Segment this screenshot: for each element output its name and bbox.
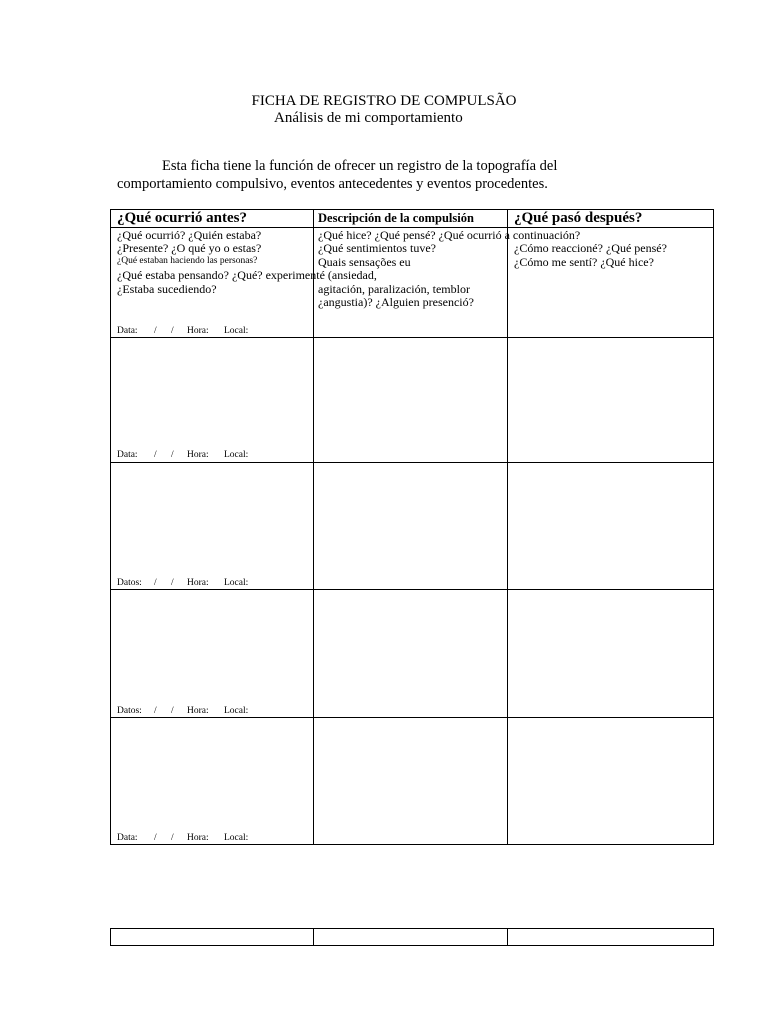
prompt-before-4: ¿Qué estaba pensando? ¿Qué? experimenté (ansiedad,	[117, 268, 377, 282]
prompt-before-3: ¿Qué estaban haciendo las personas?	[117, 256, 258, 266]
header-after: ¿Qué pasó después?	[514, 210, 643, 226]
row-divider	[111, 717, 713, 718]
date-slash: /	[171, 833, 174, 843]
column-divider	[507, 929, 508, 945]
page-title: FICHA DE REGISTRO DE COMPULSÃO	[251, 93, 517, 109]
prompt-description-1: ¿Qué hice? ¿Qué pensé? ¿Qué ocurrió a continuación?	[318, 228, 581, 242]
prompt-description-3: Quais sensações eu	[318, 255, 411, 269]
row-meta	[117, 833, 248, 843]
row-meta	[117, 450, 248, 460]
date-label: Datos:	[117, 706, 142, 716]
date-slash: /	[171, 326, 174, 336]
row-divider	[111, 589, 713, 590]
prompt-description-2: ¿Qué sentimientos tuve?	[318, 241, 436, 255]
date-label: Data:	[117, 833, 138, 843]
row-divider	[111, 337, 713, 338]
prompt-before-5: ¿Estaba sucediendo?	[117, 282, 217, 296]
prompt-after-2: ¿Cómo reaccioné? ¿Qué pensé?	[514, 241, 667, 255]
date-label: Data:	[117, 326, 138, 336]
date-label: Data:	[117, 450, 138, 460]
column-divider	[507, 210, 508, 844]
date-slash: /	[154, 833, 157, 843]
row-meta	[117, 326, 248, 336]
date-slash: /	[154, 450, 157, 460]
date-slash: /	[171, 578, 174, 588]
prompt-description-6: ¿angustia)? ¿Alguien presenció?	[318, 295, 474, 309]
hour-label: Hora:	[187, 833, 209, 843]
date-label: Datos:	[117, 578, 142, 588]
date-slash: /	[154, 326, 157, 336]
place-label: Local:	[224, 833, 249, 843]
row-meta	[117, 578, 248, 588]
place-label: Local:	[224, 326, 249, 336]
place-label: Local:	[224, 706, 249, 716]
prompt-description-5: agitación, paralización, temblor	[318, 282, 470, 296]
date-slash: /	[171, 450, 174, 460]
hour-label: Hora:	[187, 326, 209, 336]
date-slash: /	[154, 578, 157, 588]
column-divider	[313, 929, 314, 945]
place-label: Local:	[224, 450, 249, 460]
row-meta	[117, 706, 248, 716]
date-slash: /	[171, 706, 174, 716]
intro-text-line-2: comportamiento compulsivo, eventos antecedentes y eventos procedentes.	[117, 176, 548, 192]
place-label: Local:	[224, 578, 249, 588]
date-slash: /	[154, 706, 157, 716]
prompt-before-1: ¿Qué ocurrió? ¿Quién estaba?	[117, 228, 262, 242]
intro-text-line-1: Esta ficha tiene la función de ofrecer un registro de la topografía del	[162, 158, 558, 174]
header-before: ¿Qué ocurrió antes?	[117, 210, 247, 226]
extra-table-row	[110, 928, 714, 946]
hour-label: Hora:	[187, 578, 209, 588]
prompt-after-3: ¿Cómo me sentí? ¿Qué hice?	[514, 255, 654, 269]
record-table	[110, 209, 714, 845]
column-divider	[313, 210, 314, 844]
hour-label: Hora:	[187, 706, 209, 716]
row-divider	[111, 462, 713, 463]
prompt-before-2: ¿Presente? ¿O qué yo o estas?	[117, 241, 262, 255]
page-subtitle: Análisis de mi comportamiento	[274, 110, 463, 126]
hour-label: Hora:	[187, 450, 209, 460]
header-description: Descripción de la compulsión	[318, 211, 474, 225]
